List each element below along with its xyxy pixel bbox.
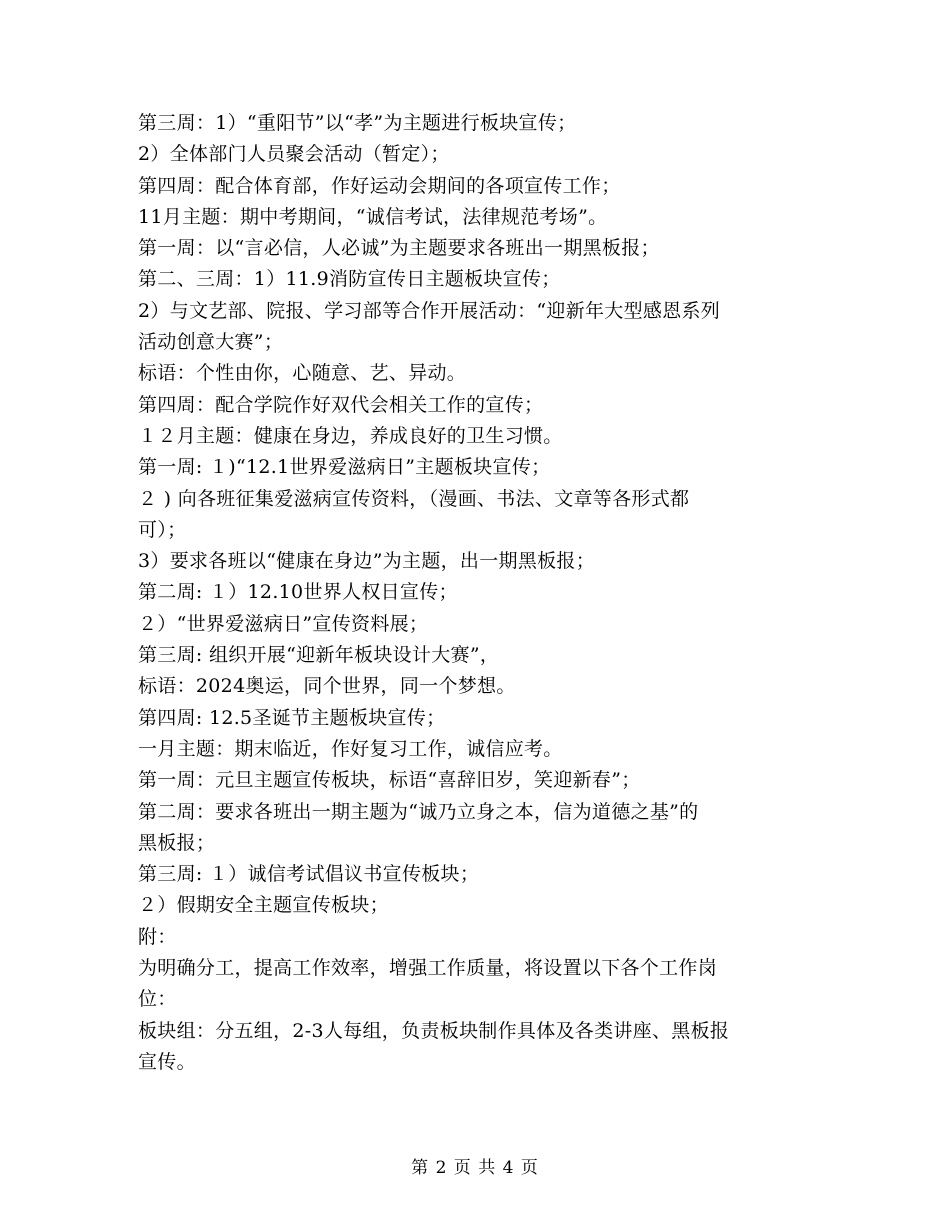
text-line: 可）； (138, 518, 187, 541)
text-line: ２）“世界爱滋病日”宣传资料展； (138, 612, 429, 635)
text-line: 第四周：配合学院作好双代会相关工作的宣传； (138, 393, 544, 416)
text-line: 附： (138, 925, 177, 948)
text-line: ２ ) 向各班征集爱滋病宣传资料，（漫画、书法、文章等各形式都 (138, 487, 690, 510)
text-line: 第一周: １)“12.1世界爱滋病日”主题板块宣传； (138, 456, 551, 479)
text-line: 宣传。 (138, 1050, 196, 1073)
text-line: 位： (138, 988, 177, 1011)
text-line: 第四周: 12.5圣诞节主题板块宣传； (138, 706, 446, 729)
document-body (138, 108, 818, 1078)
text-line: 一月主题：期末临近，作好复习工作，诚信应考。 (138, 737, 563, 760)
text-line: 第二周: １）12.10世界人权日宣传； (138, 581, 458, 604)
text-line: 2）与文艺部、院报、学习部等合作开展活动：“迎新年大型感恩系列 (138, 299, 721, 322)
text-line: 2）全体部门人员聚会活动（暂定）； (138, 143, 450, 166)
page-number-footer: 第 2 页 共 4 页 (411, 1158, 539, 1178)
text-line: 第三周: 组织开展“迎新年板块设计大赛”， (138, 644, 500, 667)
text-line: 标语：2024奥运，同个世界，同一个梦想。 (138, 675, 516, 698)
text-line: 11月主题：期中考期间，“诚信考试，法律规范考场”。 (138, 205, 608, 228)
text-line: 为明确分工，提高工作效率，增强工作质量，将设置以下各个工作岗 (138, 957, 718, 980)
text-line: 第一周：元旦主题宣传板块，标语“喜辞旧岁，笑迎新春”； (138, 769, 641, 792)
text-line: 3）要求各班以“健康在身边”为主题，出一期黑板报； (138, 550, 596, 573)
text-line: 第四周：配合体育部，作好运动会期间的各项宣传工作； (138, 174, 621, 197)
text-line: 第二、三周：1）11.9消防宣传日主题板块宣传； (138, 268, 561, 291)
text-line: 第二周：要求各班出一期主题为“诚乃立身之本，信为道德之基”的 (138, 800, 699, 823)
text-line: 第一周：以“言必信，人必诚”为主题要求各班出一期黑板报； (138, 237, 660, 260)
text-line: 标语：个性由你，心随意、艺、异动。 (138, 362, 467, 385)
text-line: 板块组：分五组，2-3人每组，负责板块制作具体及各类讲座、黑板报 (138, 1019, 730, 1042)
text-line: 黑板报； (138, 831, 216, 854)
text-line: 第三周: １）诚信考试倡议书宣传板块； (138, 863, 480, 886)
text-line: 活动创意大赛”； (138, 331, 284, 354)
text-line: １２月主题：健康在身边，养成良好的卫生习惯。 (138, 424, 563, 447)
text-line: 第三周：1）“重阳节”以“孝”为主题进行板块宣传； (138, 112, 577, 134)
text-line: ２）假期安全主题宣传板块； (138, 894, 389, 917)
